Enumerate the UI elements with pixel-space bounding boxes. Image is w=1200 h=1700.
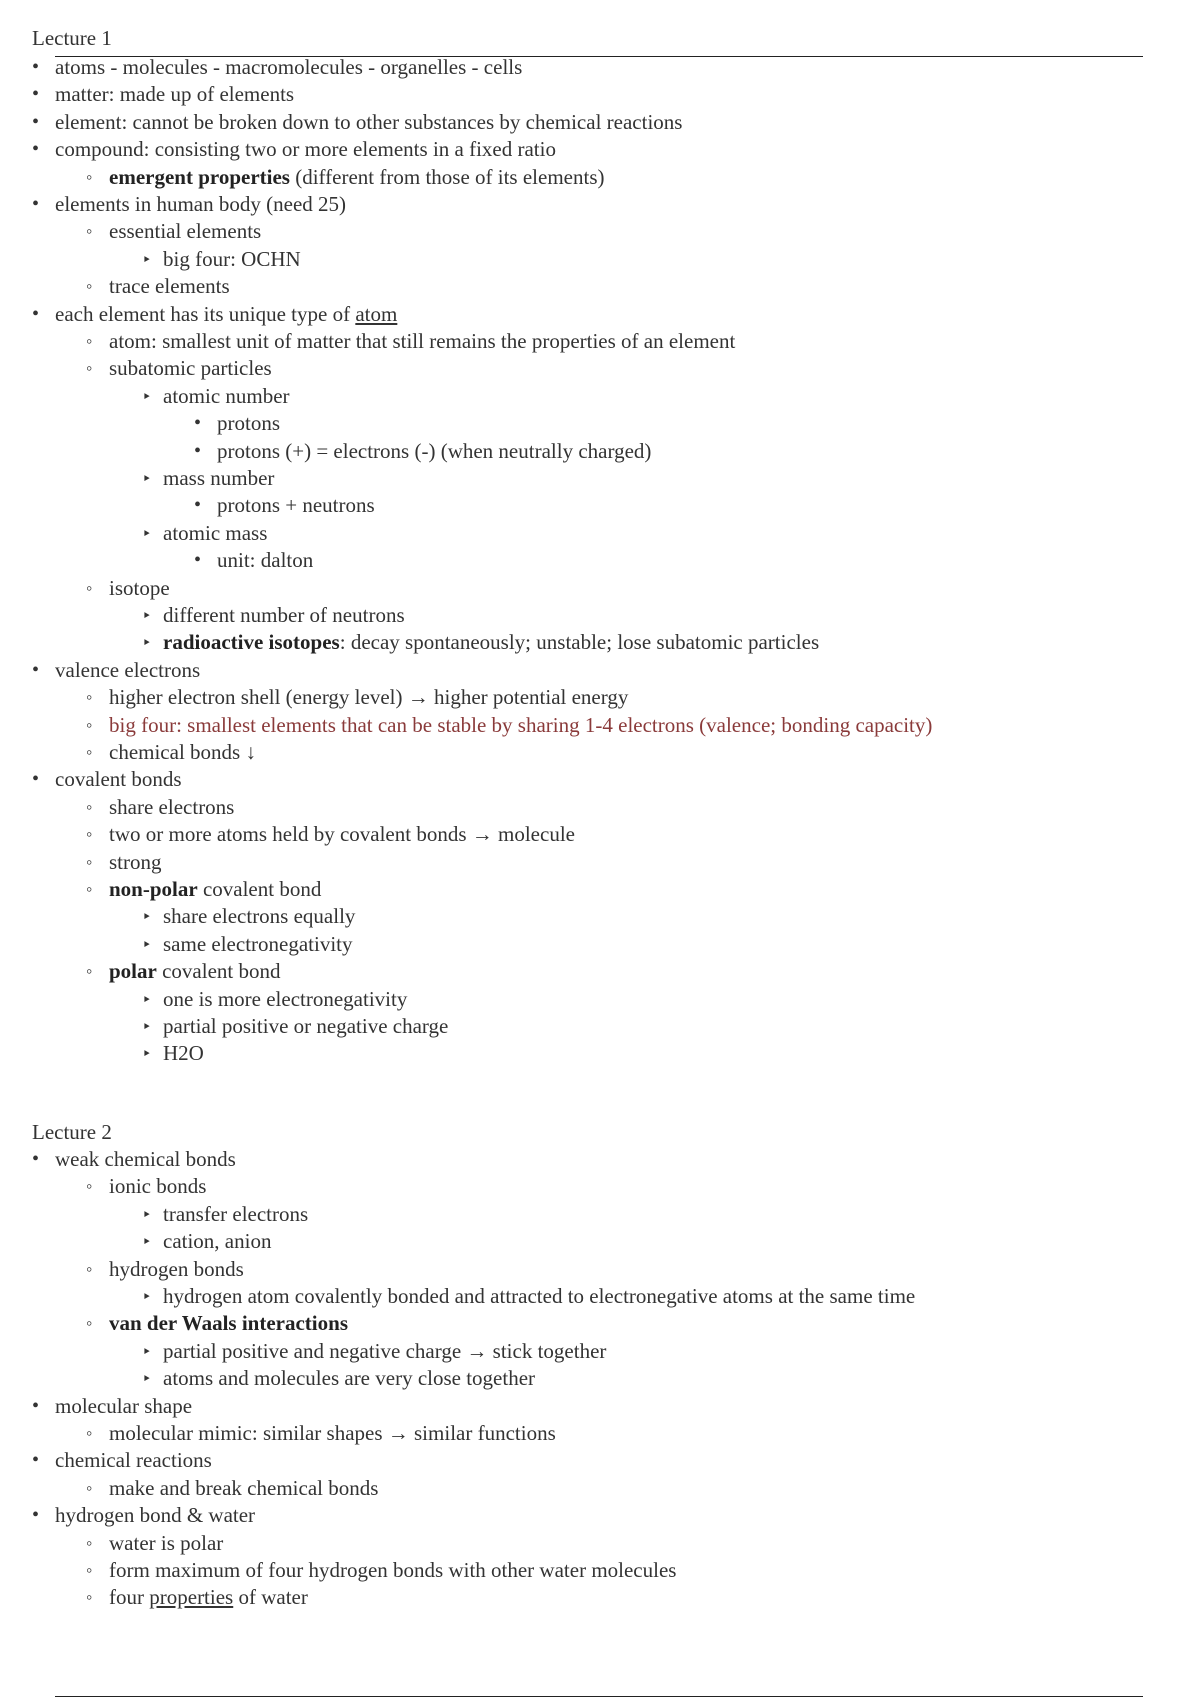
- text-run: form maximum of four hydrogen bonds with other water molecules: [109, 1558, 677, 1582]
- bullet-icon: [86, 958, 92, 985]
- list-item-text: [109, 739, 256, 766]
- bullet-icon: [142, 903, 151, 931]
- text-run: trace elements: [109, 274, 230, 299]
- bold-text: radioactive isotopes: [163, 630, 340, 655]
- text-run: cation, anion: [163, 1229, 272, 1254]
- list-item-text: [163, 246, 301, 273]
- list-item-text: [163, 383, 290, 410]
- text-run: share electrons: [109, 794, 235, 819]
- list-item-text: [163, 465, 274, 492]
- list-item-text: [163, 1365, 535, 1392]
- list-item-text: [217, 438, 651, 465]
- text-run: essential elements: [109, 219, 262, 244]
- text-run: H2O: [163, 1041, 204, 1066]
- list-item-text: [55, 657, 200, 684]
- bullet-icon: [194, 492, 201, 519]
- list-item-text: [109, 958, 280, 985]
- list-item-text: [109, 1475, 378, 1502]
- bullet-icon: [32, 54, 39, 81]
- text-run: chemical bonds ↓: [109, 740, 256, 764]
- bullet-icon: [86, 328, 92, 355]
- list-item-text: [109, 355, 272, 382]
- list-item-text: [217, 547, 313, 574]
- list-item-text: [109, 876, 321, 903]
- bullet-icon: [142, 383, 151, 411]
- text-run: atoms - molecules - macromolecules - organelles - cells: [55, 55, 523, 79]
- bullet-icon: [142, 520, 151, 548]
- text-run: weak chemical bonds: [55, 1147, 236, 1171]
- text-run: each element has its unique type of: [55, 301, 356, 326]
- list-item-text: [55, 1447, 212, 1474]
- text-run: same electronegativity: [163, 931, 353, 956]
- list-item-text: [109, 1557, 676, 1584]
- text-run: molecular shape: [55, 1393, 193, 1418]
- list-item-text: [217, 410, 280, 437]
- bullet-icon: [86, 164, 92, 191]
- list-item-text: [109, 712, 932, 739]
- list-item-text: [163, 1228, 271, 1255]
- bullet-icon: [86, 1584, 92, 1611]
- lecture-1-title: Lecture 1: [32, 26, 112, 50]
- list-item-text: [109, 821, 575, 848]
- text-run: elements in human body (need 25): [55, 192, 347, 216]
- list-item-text: [55, 1393, 192, 1420]
- text-run: chemical reactions: [55, 1448, 212, 1473]
- bullet-icon: [86, 712, 92, 739]
- bullet-icon: [86, 739, 92, 766]
- text-run: atoms and molecules are very close together: [163, 1366, 536, 1391]
- bullet-icon: [142, 1201, 151, 1229]
- list-item-text: [109, 273, 230, 300]
- bullet-icon: [86, 1557, 92, 1584]
- bold-text: polar: [109, 959, 157, 984]
- list-item-text: [55, 136, 556, 163]
- lecture-2-title: Lecture 2: [32, 1120, 112, 1144]
- bullet-icon: [194, 547, 201, 574]
- bullet-icon: [142, 1338, 151, 1366]
- list-item-text: [109, 575, 170, 602]
- list-item-text: [55, 301, 397, 328]
- list-item-text: [163, 1013, 448, 1040]
- bullet-icon: [32, 657, 39, 684]
- text-run: transfer electrons: [163, 1201, 309, 1226]
- list-item-text: [163, 1040, 204, 1067]
- bullet-icon: [32, 81, 39, 108]
- text-run: : decay spontaneously; unstable; lose subatomic particles: [339, 630, 820, 655]
- list-item-text: [55, 191, 346, 218]
- text-run: big four: smallest elements that can be stable by sharing 1-4 electrons (valence; bonding capacity): [109, 712, 933, 737]
- bullet-icon: [142, 1013, 151, 1041]
- bullet-icon: [32, 136, 39, 163]
- bold-text: emergent properties: [109, 164, 290, 189]
- text-run: element: cannot be broken down to other substances by chemical reactions: [55, 109, 683, 134]
- text-run: covalent bond: [156, 959, 281, 984]
- text-run: partial positive or negative charge: [163, 1014, 449, 1038]
- text-run: four: [109, 1585, 150, 1610]
- bullet-icon: [86, 794, 92, 821]
- text-run: one is more electronegativity: [163, 986, 408, 1011]
- list-item-text: [55, 54, 522, 81]
- text-run: valence electrons: [55, 657, 201, 682]
- text-run: hydrogen bond & water: [55, 1503, 256, 1528]
- bullet-icon: [32, 1393, 39, 1420]
- text-run: strong: [109, 849, 162, 874]
- list-item-text: [109, 684, 628, 711]
- text-run: hydrogen atom covalently bonded and attracted to electronegative atoms at the same time: [163, 1284, 916, 1308]
- underlined-text: properties: [149, 1585, 234, 1610]
- list-item-text: [217, 492, 375, 519]
- bullet-icon: [194, 438, 201, 465]
- bullet-icon: [32, 1502, 39, 1529]
- text-run: covalent bond: [197, 877, 322, 901]
- text-run: partial positive and negative charge → stick together: [163, 1338, 607, 1363]
- list-item-text: [163, 986, 407, 1013]
- text-run: different number of neutrons: [163, 603, 405, 627]
- bullet-icon: [86, 218, 92, 245]
- text-run: higher electron shell (energy level) → higher potential energy: [109, 685, 629, 710]
- list-item-text: [163, 520, 267, 547]
- bullet-icon: [86, 575, 92, 602]
- list-item-text: [109, 218, 261, 245]
- text-run: matter: made up of elements: [55, 82, 295, 107]
- bullet-icon: [32, 1146, 39, 1173]
- text-run: protons: [217, 411, 280, 436]
- text-run: molecular mimic: similar shapes → similar functions: [109, 1421, 556, 1445]
- list-item-text: [109, 328, 735, 355]
- bullet-icon: [142, 629, 151, 657]
- text-run: share electrons equally: [163, 904, 356, 929]
- bullet-icon: [142, 986, 151, 1014]
- text-run: isotope: [109, 575, 170, 600]
- bullet-icon: [86, 684, 92, 711]
- bullet-icon: [86, 876, 92, 903]
- bullet-icon: [86, 1530, 92, 1557]
- list-item-text: [163, 602, 405, 629]
- list-item-text: [163, 629, 819, 656]
- footer-divider: [55, 1696, 1143, 1697]
- bullet-icon: [86, 1173, 92, 1200]
- text-run: make and break chemical bonds: [109, 1475, 379, 1500]
- list-item-text: [109, 1584, 308, 1611]
- bold-text: non-polar: [109, 877, 198, 901]
- bullet-icon: [142, 1365, 151, 1393]
- bullet-icon: [32, 109, 39, 136]
- text-run: protons (+) = electrons (-) (when neutrally charged): [217, 438, 652, 463]
- list-item-text: [109, 849, 162, 876]
- list-item-text: [109, 1310, 348, 1337]
- text-run: ionic bonds: [109, 1174, 207, 1199]
- bullet-icon: [86, 821, 92, 848]
- text-run: (different from those of its elements): [289, 164, 605, 189]
- bold-text: van der Waals interactions: [109, 1311, 348, 1336]
- text-run: of water: [233, 1585, 308, 1610]
- bullet-icon: [142, 1283, 151, 1311]
- text-run: protons + neutrons: [217, 493, 375, 518]
- bullet-icon: [86, 1475, 92, 1502]
- list-item-text: [109, 1256, 244, 1283]
- bullet-icon: [86, 849, 92, 876]
- list-item-text: [109, 164, 605, 191]
- list-item-text: [109, 794, 234, 821]
- bullet-icon: [32, 301, 39, 328]
- bullet-icon: [142, 246, 151, 274]
- text-run: unit: dalton: [217, 548, 314, 573]
- bullet-icon: [86, 1256, 92, 1283]
- bullet-icon: [86, 1420, 92, 1447]
- text-run: compound: consisting two or more elements in a fixed ratio: [55, 137, 556, 162]
- list-item-text: [109, 1530, 223, 1557]
- list-item-text: [163, 1201, 308, 1228]
- list-item-text: [163, 1338, 606, 1365]
- bullet-icon: [142, 1040, 151, 1068]
- text-run: two or more atoms held by covalent bonds → molecule: [109, 822, 575, 847]
- bullet-icon: [32, 1447, 39, 1474]
- bullet-icon: [142, 1228, 151, 1256]
- text-run: atomic mass: [163, 520, 268, 545]
- list-item-text: [55, 1502, 255, 1529]
- bullet-icon: [194, 410, 201, 437]
- list-item-text: [55, 766, 182, 793]
- text-run: atomic number: [163, 383, 290, 408]
- bullet-icon: [32, 191, 39, 218]
- text-run: covalent bonds: [55, 767, 182, 792]
- bullet-icon: [86, 1310, 92, 1337]
- text-run: hydrogen bonds: [109, 1256, 244, 1281]
- list-item-text: [55, 109, 682, 136]
- bullet-icon: [142, 931, 151, 959]
- text-run: water is polar: [109, 1530, 224, 1555]
- list-item-text: [109, 1173, 206, 1200]
- text-run: big four: OCHN: [163, 246, 301, 271]
- list-item-text: [163, 1283, 915, 1310]
- bullet-icon: [142, 602, 151, 630]
- bullet-icon: [32, 766, 39, 793]
- bullet-icon: [86, 355, 92, 382]
- text-run: subatomic particles: [109, 356, 272, 381]
- list-item-text: [55, 1146, 236, 1173]
- text-run: atom: smallest unit of matter that still remains the properties of an element: [109, 329, 736, 353]
- list-item-text: [163, 931, 353, 958]
- underlined-text: atom: [355, 301, 398, 326]
- list-item-text: [163, 903, 355, 930]
- bullet-icon: [142, 465, 151, 493]
- bullet-icon: [86, 273, 92, 300]
- text-run: mass number: [163, 466, 275, 490]
- list-item-text: [109, 1420, 556, 1447]
- list-item-text: [55, 81, 294, 108]
